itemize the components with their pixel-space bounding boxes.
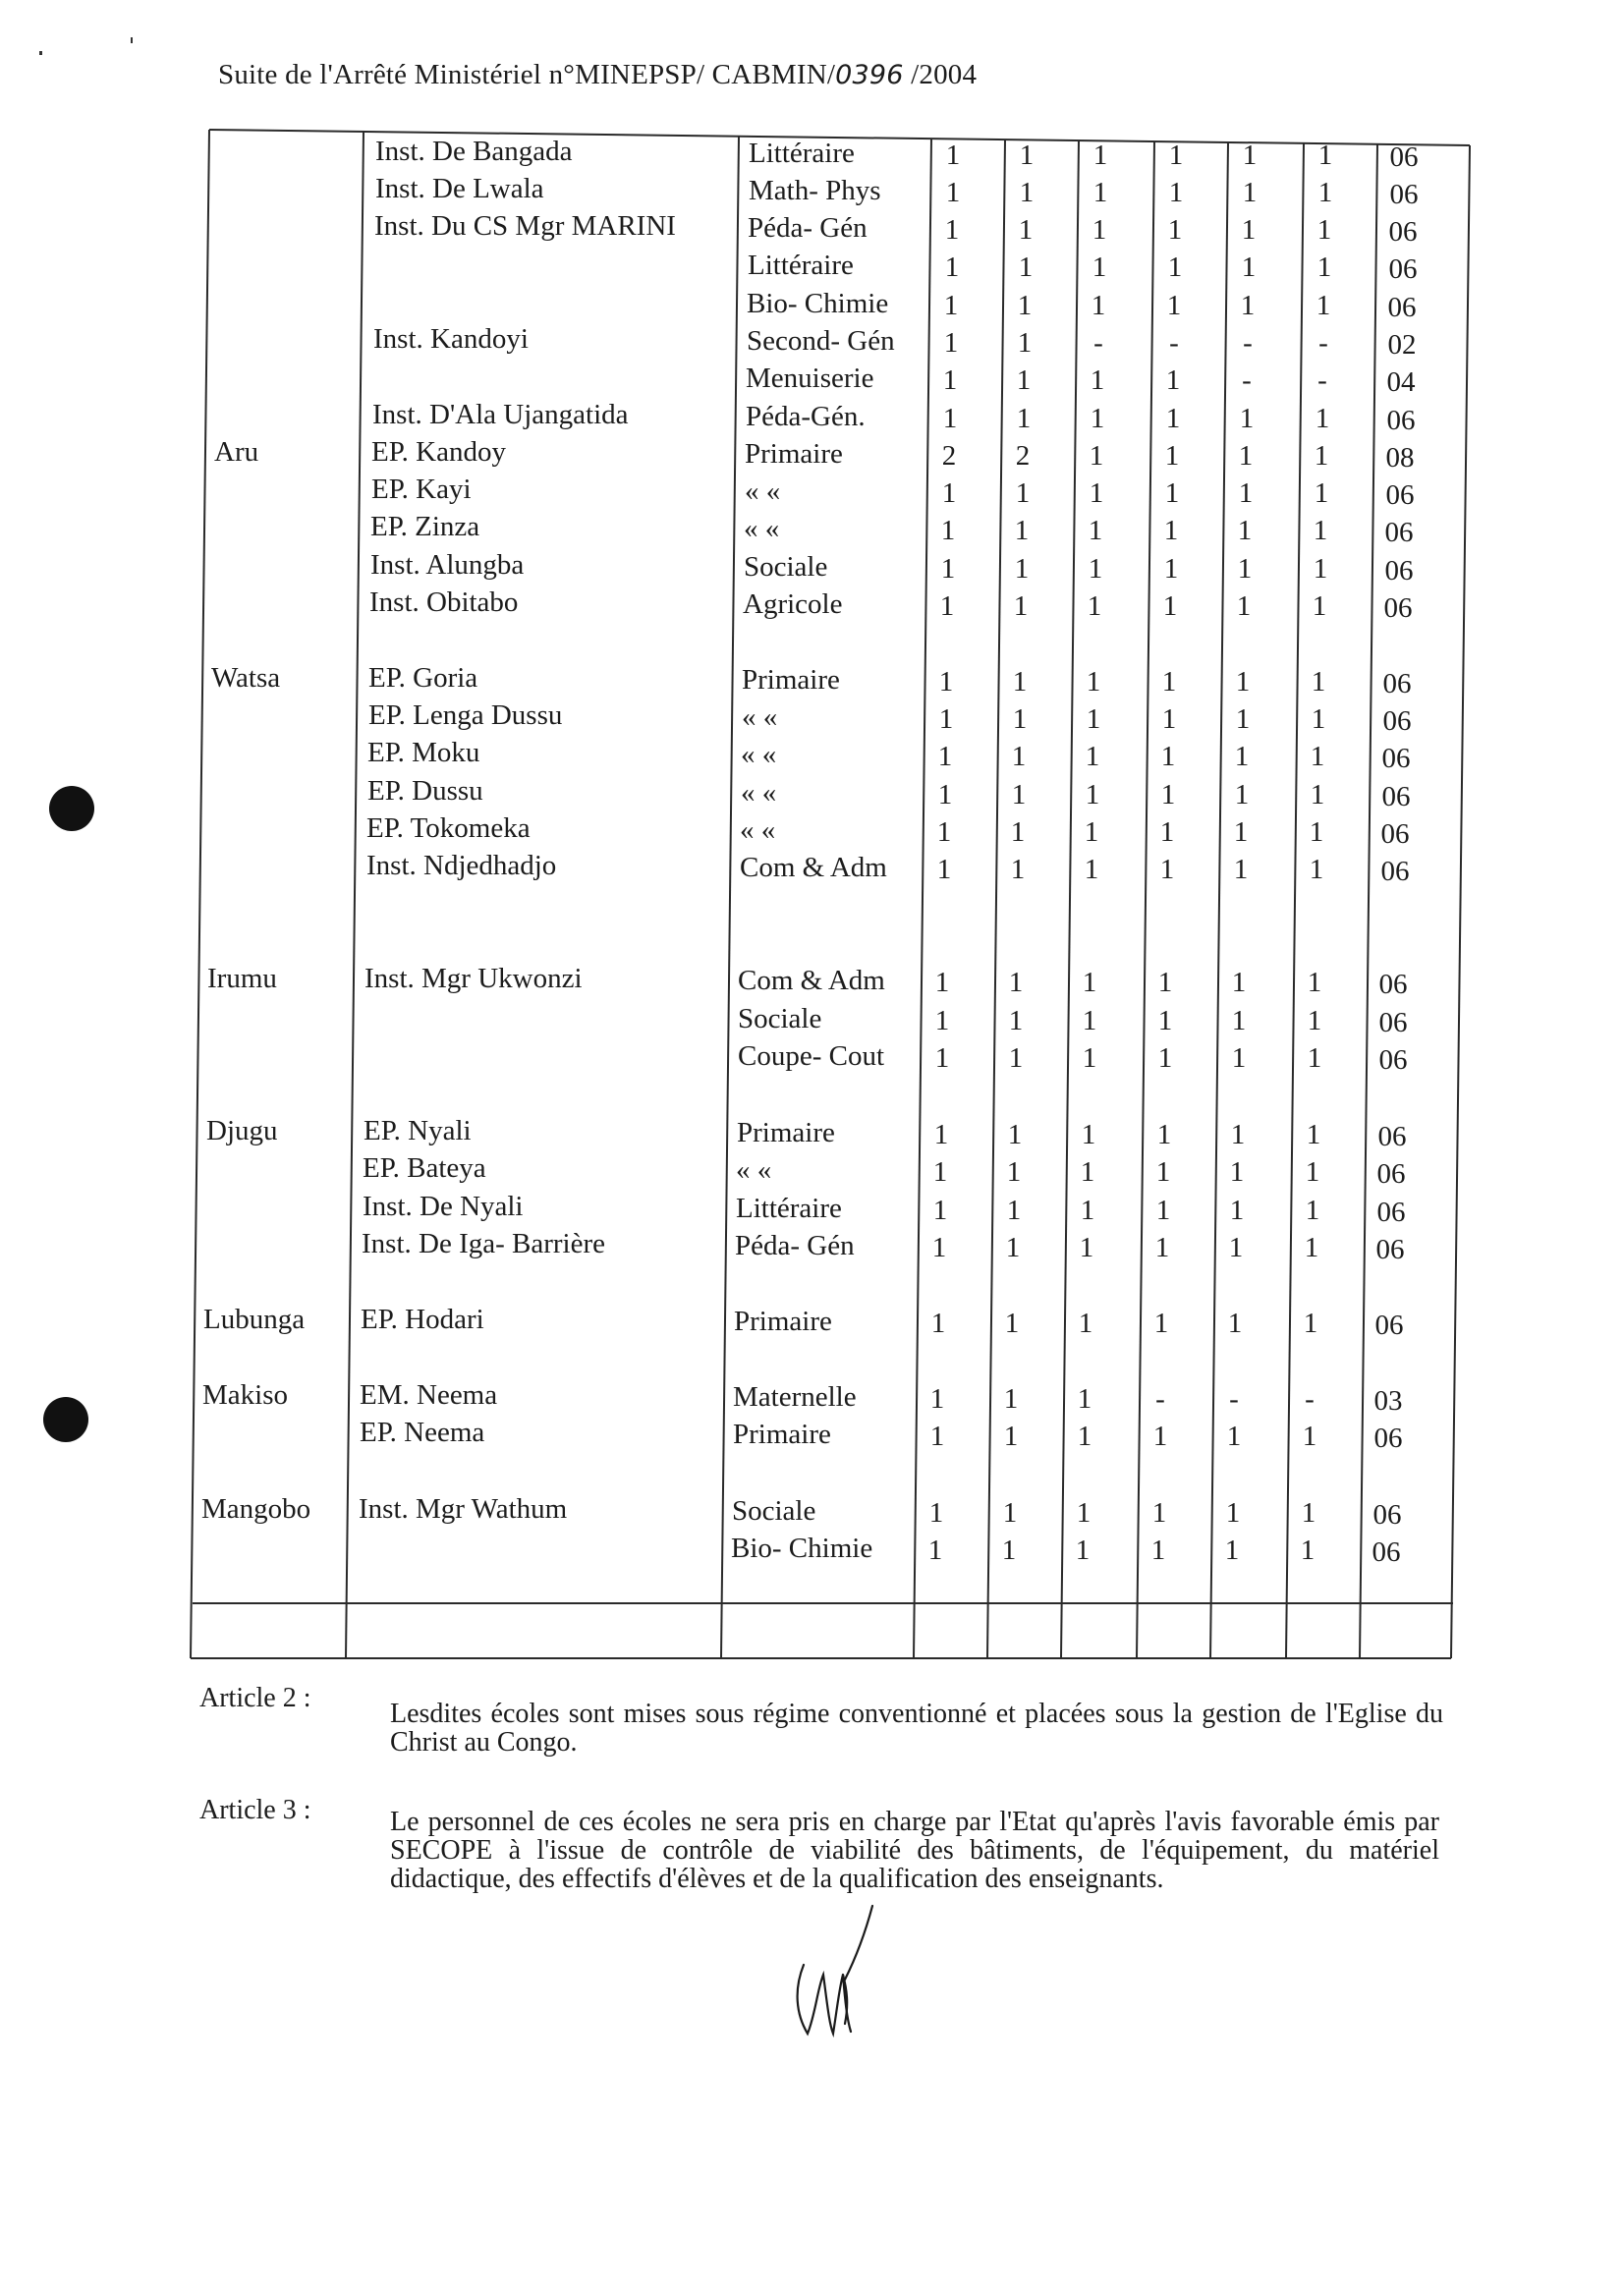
count-cell: 1 [1012, 666, 1028, 698]
option-cell: Maternelle [733, 1381, 857, 1413]
count-cell: 1 [1017, 327, 1033, 359]
count-cell: 1 [1300, 1535, 1316, 1566]
count-cell: 1 [1311, 666, 1326, 698]
count-cell: 1 [1018, 251, 1034, 283]
count-cell: 1 [934, 967, 950, 998]
article-3-label: Article 3 : [199, 1795, 311, 1825]
count-cell: 1 [1168, 140, 1184, 171]
count-cell: 1 [1307, 1042, 1322, 1074]
count-cell: 1 [1078, 1308, 1093, 1339]
count-cell: 1 [1091, 290, 1106, 321]
count-cell: 1 [1160, 741, 1176, 772]
count-cell: 1 [927, 1535, 943, 1566]
count-cell: 1 [1161, 703, 1177, 735]
option-cell: « « [740, 814, 776, 846]
count-cell: 1 [1092, 214, 1107, 246]
total-cell: 06 [1388, 253, 1418, 285]
count-cell: 1 [1085, 779, 1100, 810]
count-cell: 1 [929, 1421, 945, 1452]
count-cell: 1 [942, 403, 958, 434]
count-cell: 1 [1234, 741, 1250, 772]
count-cell: 1 [1305, 1195, 1320, 1226]
count-cell: 1 [1242, 177, 1258, 208]
total-cell: 06 [1384, 555, 1414, 586]
article-2-label: Article 2 : [199, 1683, 311, 1713]
count-cell: 1 [1224, 1535, 1240, 1566]
option-cell: Sociale [732, 1495, 816, 1527]
school-name-cell: Inst. Mgr Wathum [359, 1493, 568, 1525]
school-name-cell: Inst. Obitabo [369, 586, 519, 618]
count-cell: 1 [930, 1308, 946, 1339]
school-name-cell: EM. Neema [360, 1379, 498, 1411]
school-name-cell: Inst. Alungba [370, 549, 525, 581]
school-name-cell: EP. Neema [360, 1417, 485, 1448]
count-cell: 1 [1315, 403, 1330, 434]
count-cell: 1 [1317, 177, 1333, 208]
total-cell: 06 [1388, 216, 1418, 248]
total-cell: 06 [1376, 1197, 1406, 1228]
count-cell: 1 [1082, 1042, 1097, 1074]
territory-cell: Watsa [211, 662, 281, 694]
total-cell: 06 [1377, 1121, 1407, 1152]
total-cell: 06 [1378, 1044, 1408, 1076]
count-cell: 1 [1316, 290, 1331, 321]
count-cell: 1 [1092, 140, 1108, 171]
punch-hole-lower [43, 1397, 88, 1442]
school-name-cell: Inst. D'Ala Ujangatida [372, 399, 629, 430]
count-cell: 1 [1090, 364, 1105, 396]
total-cell: 06 [1386, 405, 1416, 436]
count-cell: 1 [1225, 1497, 1241, 1529]
total-cell: 06 [1389, 179, 1419, 210]
count-cell: 1 [1241, 251, 1257, 283]
count-cell: 1 [1242, 140, 1258, 171]
count-cell: 1 [932, 1156, 948, 1188]
count-cell: 1 [1307, 1005, 1322, 1036]
total-cell: 06 [1382, 668, 1412, 699]
total-cell: 06 [1373, 1423, 1403, 1454]
count-cell: 1 [1019, 140, 1035, 171]
count-cell: 1 [1086, 666, 1101, 698]
count-cell: 1 [1152, 1421, 1168, 1452]
count-cell: 1 [1166, 290, 1182, 321]
option-cell: « « [736, 1154, 772, 1186]
scan-speck [39, 51, 42, 55]
count-cell: 1 [1090, 403, 1105, 434]
count-cell: 1 [1229, 1195, 1245, 1226]
option-cell: Primaire [742, 664, 840, 696]
school-name-cell: Inst. De Nyali [363, 1191, 524, 1222]
territory-cell: Aru [214, 436, 259, 468]
count-cell: 1 [1016, 364, 1032, 396]
count-cell: 1 [1080, 1156, 1095, 1188]
count-cell: 1 [1314, 477, 1329, 509]
school-name-cell: Inst. De Iga- Barrière [362, 1228, 605, 1259]
count-cell: 1 [1159, 816, 1175, 848]
count-cell: 1 [1076, 1497, 1092, 1529]
option-cell: Primaire [737, 1117, 835, 1148]
territory-cell: Djugu [206, 1115, 278, 1146]
total-cell: 06 [1374, 1310, 1404, 1341]
handwritten-decree-number: 0396 [835, 60, 904, 90]
article-2-text: Lesdites écoles sont mises sous régime conventionné et placées sous la gestion de l'Eglise du Christ au Congo. [390, 1699, 1443, 1758]
total-cell: 06 [1372, 1499, 1402, 1531]
total-cell: 06 [1382, 705, 1412, 737]
count-cell: 1 [1003, 1421, 1019, 1452]
count-cell: 1 [1155, 1156, 1171, 1188]
count-cell: 1 [1089, 440, 1104, 472]
territory-cell: Lubunga [203, 1304, 306, 1335]
option-cell: Math- Phys [749, 175, 881, 206]
count-cell: 1 [1162, 590, 1178, 622]
count-cell: 1 [1157, 1042, 1173, 1074]
count-cell: 1 [1231, 1005, 1247, 1036]
scan-speck [131, 37, 133, 43]
school-name-cell: EP. Goria [368, 662, 478, 694]
total-cell: 06 [1372, 1536, 1401, 1568]
count-cell: 1 [1309, 854, 1324, 885]
option-cell: Littéraire [736, 1193, 842, 1224]
count-cell: 1 [1154, 1232, 1170, 1263]
count-cell: 1 [1150, 1535, 1166, 1566]
count-cell: 1 [1157, 967, 1173, 998]
count-cell: 1 [1087, 590, 1102, 622]
option-cell: Primaire [734, 1306, 832, 1337]
count-cell: 1 [1086, 703, 1101, 735]
count-cell: 1 [1077, 1421, 1092, 1452]
count-cell: 1 [1001, 1535, 1017, 1566]
school-name-cell: EP. Zinza [370, 511, 480, 542]
option-cell: Littéraire [748, 250, 854, 281]
count-cell: 1 [943, 290, 959, 321]
count-cell: 1 [1307, 967, 1322, 998]
total-cell: 02 [1387, 329, 1417, 361]
count-cell: - [1093, 327, 1103, 359]
count-cell: 1 [1082, 1005, 1097, 1036]
count-cell: 1 [944, 214, 960, 246]
count-cell: 1 [944, 251, 960, 283]
school-name-cell: EP. Hodari [361, 1304, 484, 1335]
count-cell: 1 [1317, 140, 1333, 171]
count-cell: 1 [1226, 1421, 1242, 1452]
count-cell: 1 [1092, 251, 1107, 283]
total-cell: 06 [1385, 479, 1415, 511]
count-cell: 1 [1238, 477, 1254, 509]
count-cell: 1 [1008, 967, 1024, 998]
count-cell: 1 [938, 703, 954, 735]
header-prefix: Suite de l'Arrêté Ministériel n°MINEPSP/ CABMIN/ [218, 59, 836, 90]
count-cell: 1 [1238, 440, 1254, 472]
count-cell: - [1155, 1383, 1165, 1415]
school-name-cell: EP. Kandoy [371, 436, 506, 468]
count-cell: 1 [1165, 364, 1181, 396]
count-cell: 1 [1155, 1195, 1171, 1226]
count-cell: 1 [1310, 779, 1325, 810]
territory-cell: Irumu [207, 963, 277, 994]
total-cell: 06 [1381, 743, 1411, 774]
school-name-cell: EP. Kayi [371, 474, 472, 505]
count-cell: 1 [1016, 403, 1032, 434]
count-cell: 1 [1008, 1005, 1024, 1036]
count-cell: 1 [928, 1497, 944, 1529]
count-cell: 1 [1018, 214, 1034, 246]
count-cell: 1 [940, 515, 956, 546]
count-cell: 1 [1156, 1119, 1172, 1150]
option-cell: Sociale [738, 1003, 822, 1034]
count-cell: - [1305, 1383, 1315, 1415]
count-cell: 1 [1010, 854, 1026, 885]
school-name-cell: EP. Moku [367, 737, 480, 768]
school-name-cell: EP. Dussu [367, 775, 483, 807]
count-cell: 1 [1228, 1232, 1244, 1263]
count-cell: 1 [1012, 703, 1028, 735]
count-cell: 1 [1013, 590, 1029, 622]
count-cell: 1 [1084, 816, 1099, 848]
count-cell: 1 [1002, 1497, 1018, 1529]
option-cell: Primaire [745, 438, 843, 470]
count-cell: 1 [1015, 477, 1031, 509]
count-cell: 2 [941, 440, 957, 472]
count-cell: 1 [1313, 515, 1328, 546]
count-cell: 1 [937, 741, 953, 772]
document-header [218, 59, 977, 91]
count-cell: 1 [1079, 1232, 1094, 1263]
count-cell: 1 [1167, 251, 1183, 283]
count-cell: - [1169, 327, 1179, 359]
count-cell: 1 [940, 553, 956, 585]
count-cell: 1 [1235, 666, 1251, 698]
count-cell: 1 [1231, 967, 1247, 998]
school-name-cell: Inst. Mgr Ukwonzi [364, 963, 583, 994]
count-cell: 1 [938, 666, 954, 698]
count-cell: 1 [941, 477, 957, 509]
count-cell: 1 [1089, 477, 1104, 509]
count-cell: 1 [1151, 1497, 1167, 1529]
count-cell: 1 [1165, 403, 1181, 434]
count-cell: 1 [1005, 1232, 1021, 1263]
count-cell: 1 [1164, 440, 1180, 472]
count-cell: 1 [1240, 290, 1256, 321]
count-cell: 1 [1008, 1042, 1024, 1074]
count-cell: 1 [1077, 1383, 1092, 1415]
school-name-cell: EP. Tokomeka [366, 812, 531, 844]
count-cell: 1 [1316, 214, 1332, 246]
total-cell: 06 [1378, 969, 1408, 1000]
total-cell: 03 [1373, 1385, 1403, 1417]
count-cell: 1 [1019, 177, 1035, 208]
option-cell: « « [745, 475, 781, 507]
option-cell: Littéraire [749, 138, 855, 169]
total-cell: 06 [1381, 781, 1411, 812]
count-cell: 1 [1233, 816, 1249, 848]
school-name-cell: EP. Nyali [364, 1115, 472, 1146]
count-cell: 1 [1003, 1383, 1019, 1415]
count-cell: 2 [1015, 440, 1031, 472]
count-cell: 1 [1229, 1156, 1245, 1188]
total-cell: 06 [1383, 592, 1413, 624]
count-cell: 1 [1302, 1421, 1317, 1452]
count-cell: 1 [936, 816, 952, 848]
count-cell: - [1317, 364, 1327, 396]
count-cell: 1 [1239, 403, 1255, 434]
option-cell: « « [742, 701, 778, 733]
count-cell: 1 [936, 854, 952, 885]
option-cell: Com & Adm [738, 965, 885, 996]
count-cell: 1 [1092, 177, 1108, 208]
count-cell: 1 [929, 1383, 945, 1415]
count-cell: 1 [1163, 515, 1179, 546]
count-cell: 1 [1084, 854, 1099, 885]
count-cell: - [1243, 327, 1253, 359]
count-cell: 1 [1159, 854, 1175, 885]
count-cell: 1 [932, 1195, 948, 1226]
option-cell: Sociale [744, 551, 828, 583]
count-cell: 1 [1230, 1119, 1246, 1150]
count-cell: 1 [1306, 1119, 1321, 1150]
count-cell: 1 [1316, 251, 1332, 283]
total-cell: 06 [1389, 141, 1419, 173]
count-cell: 1 [1004, 1308, 1020, 1339]
count-cell: - [1229, 1383, 1239, 1415]
article-3-text: Le personnel de ces écoles ne sera pris en charge par l'Etat qu'après l'avis favorable émis par SECOPE à l'issue de contrôle de viabilité des bâtiments, de l'équipement, du matériel didactique, des effectifs d'élèves et de la qualification des enseignants. [390, 1807, 1439, 1894]
count-cell: 1 [945, 140, 961, 171]
school-name-cell: Inst. De Bangada [375, 136, 573, 167]
count-cell: 1 [1081, 1119, 1096, 1150]
option-cell: Second- Gén [747, 325, 895, 357]
count-cell: 1 [945, 177, 961, 208]
school-name-cell: Inst. Kandoyi [373, 323, 529, 355]
count-cell: 1 [933, 1119, 949, 1150]
school-name-cell: EP. Bateya [363, 1152, 486, 1184]
count-cell: 1 [1231, 1042, 1247, 1074]
count-cell: 1 [1168, 177, 1184, 208]
count-cell: 1 [1310, 741, 1325, 772]
count-cell: 1 [1163, 553, 1179, 585]
count-cell: 1 [1301, 1497, 1316, 1529]
header-suffix: /2004 [903, 59, 978, 90]
count-cell: 1 [934, 1042, 950, 1074]
option-cell: Com & Adm [740, 852, 887, 883]
count-cell: 1 [1303, 1308, 1318, 1339]
count-cell: 1 [1011, 741, 1027, 772]
count-cell: 1 [1237, 553, 1253, 585]
count-cell: 1 [1235, 703, 1251, 735]
school-name-cell: Inst. Du CS Mgr MARINI [374, 210, 676, 242]
count-cell: 1 [1227, 1308, 1243, 1339]
option-cell: Bio- Chimie [747, 288, 889, 319]
total-cell: 08 [1385, 442, 1415, 474]
count-cell: 1 [1007, 1119, 1023, 1150]
count-cell: 1 [942, 364, 958, 396]
option-cell: Coupe- Cout [738, 1040, 885, 1072]
count-cell: 1 [1167, 214, 1183, 246]
count-cell: 1 [1014, 553, 1030, 585]
option-cell: Agricole [743, 588, 843, 620]
total-cell: 06 [1387, 292, 1417, 323]
total-cell: 06 [1380, 818, 1410, 850]
count-cell: 1 [1164, 477, 1180, 509]
count-cell: 1 [1237, 515, 1253, 546]
territory-cell: Makiso [202, 1379, 288, 1411]
count-cell: - [1318, 327, 1328, 359]
total-cell: 06 [1375, 1234, 1405, 1265]
count-cell: 1 [1157, 1005, 1173, 1036]
count-cell: 1 [1161, 666, 1177, 698]
punch-hole-upper [49, 786, 94, 831]
option-cell: Bio- Chimie [731, 1533, 873, 1564]
count-cell: 1 [931, 1232, 947, 1263]
count-cell: 1 [1088, 553, 1103, 585]
count-cell: 1 [1311, 703, 1326, 735]
count-cell: 1 [1014, 515, 1030, 546]
total-cell: 06 [1378, 1007, 1408, 1038]
count-cell: 1 [1233, 854, 1249, 885]
count-cell: 1 [1085, 741, 1100, 772]
count-cell: 1 [1006, 1195, 1022, 1226]
count-cell: 1 [1011, 779, 1027, 810]
option-cell: « « [741, 777, 777, 809]
count-cell: 1 [1160, 779, 1176, 810]
count-cell: 1 [1006, 1156, 1022, 1188]
count-cell: 1 [1313, 553, 1328, 585]
count-cell: 1 [1309, 816, 1324, 848]
count-cell: 1 [1234, 779, 1250, 810]
count-cell: 1 [1088, 515, 1103, 546]
option-cell: Péda-Gén. [746, 401, 866, 432]
count-cell: 1 [1082, 967, 1097, 998]
total-cell: 06 [1380, 856, 1410, 887]
count-cell: 1 [1305, 1156, 1320, 1188]
option-cell: Menuiserie [746, 363, 874, 394]
count-cell: 1 [943, 327, 959, 359]
total-cell: 06 [1376, 1158, 1406, 1190]
option-cell: Péda- Gén [735, 1230, 855, 1261]
count-cell: 1 [1080, 1195, 1095, 1226]
handwritten-signature-icon [786, 1896, 884, 2043]
count-cell: 1 [1312, 590, 1327, 622]
count-cell: 1 [934, 1005, 950, 1036]
option-cell: Primaire [733, 1419, 831, 1450]
count-cell: 1 [1017, 290, 1033, 321]
count-cell: 1 [1314, 440, 1329, 472]
territory-cell: Mangobo [201, 1493, 311, 1525]
count-cell: 1 [1241, 214, 1257, 246]
school-name-cell: Inst. De Lwala [375, 173, 544, 204]
count-cell: 1 [1075, 1535, 1091, 1566]
count-cell: - [1242, 364, 1252, 396]
total-cell: 04 [1386, 366, 1416, 398]
count-cell: 1 [1236, 590, 1252, 622]
count-cell: 1 [1010, 816, 1026, 848]
count-cell: 1 [939, 590, 955, 622]
school-name-cell: Inst. Ndjedhadjo [366, 850, 557, 881]
count-cell: 1 [1304, 1232, 1319, 1263]
option-cell: « « [741, 739, 777, 770]
option-cell: « « [744, 513, 780, 544]
total-cell: 06 [1384, 517, 1414, 548]
school-name-cell: EP. Lenga Dussu [368, 699, 563, 731]
count-cell: 1 [1153, 1308, 1169, 1339]
option-cell: Péda- Gén [748, 212, 868, 244]
count-cell: 1 [937, 779, 953, 810]
